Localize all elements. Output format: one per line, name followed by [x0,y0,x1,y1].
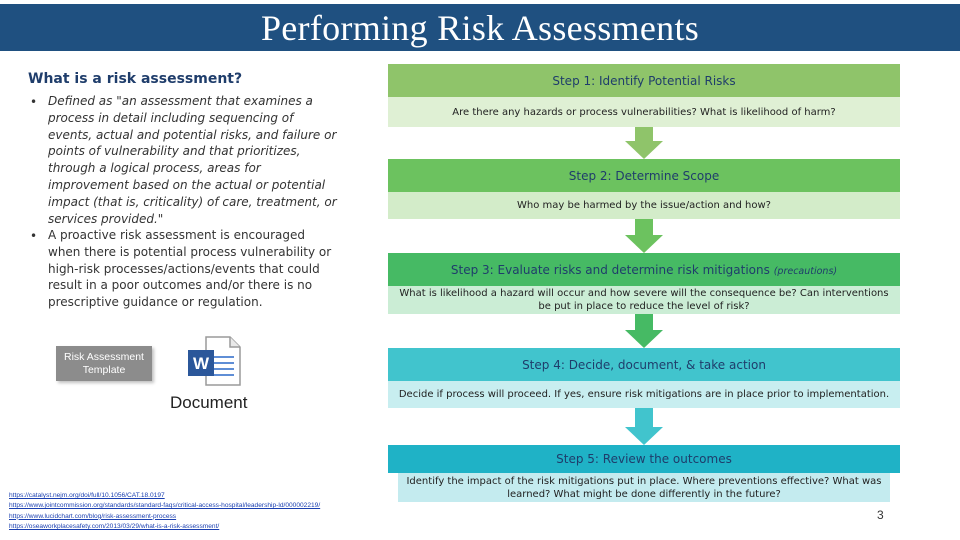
step5-header [388,445,900,473]
reference-link[interactable]: https://www.lucidchart.com/blog/risk-assessment-process [9,512,177,520]
document-label: Document [170,393,248,412]
step1-title: Step 1: Identify Potential Risks [552,73,736,88]
step5-description-box [398,473,890,502]
bullet-marker: • [30,229,38,243]
risk-assessment-template-button[interactable]: Risk Assessment Template [56,346,152,381]
step3-title-note: (precautions) [773,265,838,277]
step1-description-box [388,97,900,127]
step3-description: What is likelihood a hazard will occur and how severe will the consequence be? Can interventions be put in place to reduce the level of risk? [399,288,889,312]
step3-description-box [388,286,900,314]
step4-description-box [388,381,900,408]
step4-description: Decide if process will proceed. If yes, ensure risk mitigations are in place prior to implementation. [398,389,890,400]
step3-header [388,253,900,286]
svg-text:W: W [192,354,210,373]
step1-arrow-icon [625,127,663,159]
step5-title: Step 5: Review the outcomes [556,452,732,466]
word-document-icon[interactable] [184,333,244,389]
reference-link[interactable]: https://www.jointcommission.org/standards/standard-faqs/critical-access-hospital/leadership-ld/000002219/ [9,502,321,510]
step4-arrow-icon [625,408,663,445]
reference-link[interactable]: https://catalyst.nejm.org/doi/full/10.1056/CAT.18.0197 [9,492,165,499]
definition-text: Defined as "an assessment that examines a process in detail including sequencing of events, actual and potential risks, and failure or points of vulnerability and that prioritizes, through a logical process, areas for improvement based on the actual or potential impact (that is, criticality) of care, treatment, or services provided." [48,94,337,226]
step1-description: Are there any hazards or process vulnerabilities? What is likelihood of harm? [452,106,836,118]
step3-title-wrap [451,263,837,277]
step1-header [388,64,900,97]
step2-arrow-icon [625,219,663,253]
page-title: Performing Risk Assessments [260,7,700,48]
step2-description-box [388,192,900,219]
step2-header [388,159,900,192]
step2-title: Step 2: Determine Scope [568,168,720,183]
reference-links [9,491,389,533]
section-heading: What is a risk assessment? [28,71,243,87]
step4-title: Step 4: Decide, document, & take action [522,357,766,372]
reference-link[interactable]: https://oseaworkplacesafety.com/2013/03/29/what-is-a-risk-assessment/ [9,523,220,531]
step2-description: Who may be harmed by the issue/action and how? [517,200,771,211]
proactive-text: A proactive risk assessment is encouraged when there is potential process vulnerability or high-risk processes/actions/events that could result in a poor outcomes and/or there is no prescriptive guidance or regulation. [48,228,332,310]
page-number: 3 [877,508,884,522]
step3-arrow-icon [625,314,663,348]
step4-header [388,348,900,381]
bullet-marker: • [30,95,38,109]
step5-description: Identify the impact of the risk mitigations put in place. Where preventions effective? What was learned? What might be done differently in the future? [406,475,882,500]
title-bar [0,4,960,51]
step3-title: Step 3: Evaluate risks and determine risk mitigations [450,262,770,277]
